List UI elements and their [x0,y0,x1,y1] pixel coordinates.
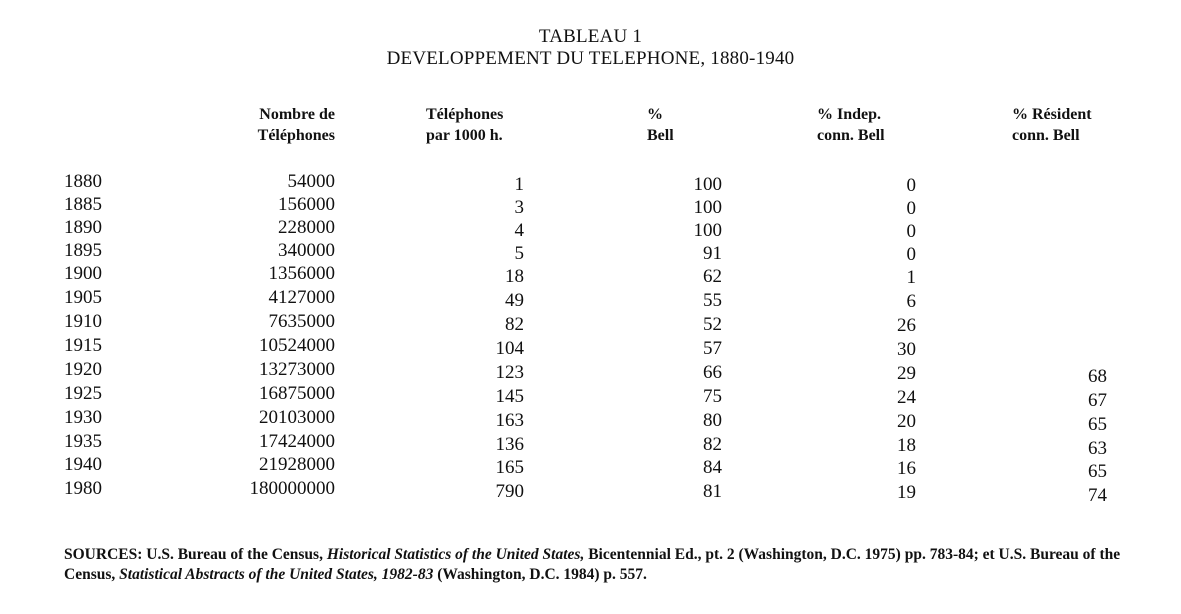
header-per1000 [426,104,503,146]
cell-bell: 82 [703,434,722,455]
cell-phones: 17424000 [259,431,335,452]
cell-indep: 1 [906,267,916,288]
cell-phones: 54000 [287,171,335,192]
cell-phones: 228000 [278,217,335,238]
cell-per1000: 1 [514,174,524,195]
cell-indep: 0 [906,198,916,219]
cell-phones: 180000000 [249,478,335,499]
cell-phones: 1356000 [268,263,335,284]
sources-note [64,545,1174,585]
cell-phones: 156000 [278,194,335,215]
sources-text-1: SOURCES: U.S. Bureau of the Census, [64,546,327,563]
header-phones [258,104,335,146]
cell-phones: 21928000 [259,454,335,475]
cell-resident: 67 [1088,390,1107,411]
cell-bell: 91 [703,243,722,264]
cell-bell: 84 [703,457,722,478]
cell-phones: 10524000 [259,335,335,356]
cell-bell: 80 [703,410,722,431]
header-indep [817,104,885,146]
sources-title-1: Historical Statistics of the United States, [326,546,585,563]
cell-year: 1885 [64,194,102,215]
cell-resident: 74 [1088,485,1107,506]
header-bell [647,104,674,146]
cell-bell: 100 [693,174,722,195]
cell-indep: 16 [897,458,916,479]
cell-phones: 13273000 [259,359,335,380]
cell-per1000: 49 [505,290,524,311]
header-indep-line1: % Indep. [817,106,882,123]
cell-phones: 4127000 [268,287,335,308]
cell-bell: 81 [703,481,722,502]
sources-title-2: Statistical Abstracts of the United States, 1982-83 [119,566,434,583]
cell-per1000: 104 [495,338,524,359]
header-resident [1012,104,1092,146]
cell-indep: 20 [897,411,916,432]
header-bell-line2: Bell [647,127,674,144]
cell-indep: 0 [906,221,916,242]
cell-indep: 18 [897,435,916,456]
header-phones-line1: Nombre de [259,106,335,123]
cell-year: 1925 [64,383,102,404]
cell-year: 1895 [64,240,102,261]
cell-year: 1900 [64,263,102,284]
cell-year: 1940 [64,454,102,475]
header-indep-line2: conn. Bell [817,127,885,144]
sources-text-2: Bicentennial Ed., pt. 2 (Washington, D.C. 1975) pp. 783-84; et U.S. Bureau of the Census, [64,546,1121,583]
cell-per1000: 5 [514,243,524,264]
cell-per1000: 18 [505,266,524,287]
cell-phones: 16875000 [259,383,335,404]
cell-resident: 63 [1088,438,1107,459]
cell-bell: 52 [703,314,722,335]
cell-per1000: 145 [495,386,524,407]
cell-bell: 100 [693,197,722,218]
cell-resident: 65 [1088,461,1107,482]
cell-per1000: 163 [495,410,524,431]
cell-per1000: 790 [495,481,524,502]
cell-year: 1910 [64,311,102,332]
table-title: TABLEAU 1 [538,26,643,47]
cell-indep: 29 [897,363,916,384]
cell-indep: 19 [897,482,916,503]
cell-year: 1920 [64,359,102,380]
cell-year: 1930 [64,407,102,428]
cell-bell: 57 [703,338,722,359]
cell-bell: 55 [703,290,722,311]
header-resident-line1: % Résident [1012,106,1092,123]
cell-indep: 6 [906,291,916,312]
cell-indep: 26 [897,315,916,336]
cell-bell: 75 [703,386,722,407]
header-per1000-line2: par 1000 h. [426,127,503,144]
cell-year: 1980 [64,478,102,499]
cell-per1000: 123 [495,362,524,383]
cell-year: 1905 [64,287,102,308]
cell-indep: 24 [897,387,916,408]
cell-phones: 7635000 [268,311,335,332]
header-bell-line1: % [647,106,663,123]
cell-per1000: 82 [505,314,524,335]
cell-bell: 100 [693,220,722,241]
cell-year: 1890 [64,217,102,238]
sources-text-3: (Washington, D.C. 1984) p. 557. [433,566,647,583]
header-phones-line2: Téléphones [257,127,335,144]
cell-year: 1915 [64,335,102,356]
cell-indep: 0 [906,244,916,265]
cell-bell: 66 [703,362,722,383]
header-per1000-line1: Téléphones [426,106,504,123]
cell-per1000: 3 [514,197,524,218]
cell-year: 1880 [64,171,102,192]
cell-per1000: 4 [514,220,524,241]
cell-year: 1935 [64,431,102,452]
cell-indep: 0 [906,175,916,196]
header-resident-line2: conn. Bell [1012,127,1080,144]
table-subtitle: DEVELOPPEMENT DU TELEPHONE, 1880-1940 [386,48,795,69]
cell-indep: 30 [897,339,916,360]
cell-phones: 20103000 [259,407,335,428]
cell-phones: 340000 [278,240,335,261]
cell-bell: 62 [703,266,722,287]
cell-per1000: 136 [495,434,524,455]
cell-resident: 65 [1088,414,1107,435]
cell-resident: 68 [1088,366,1107,387]
cell-per1000: 165 [495,457,524,478]
